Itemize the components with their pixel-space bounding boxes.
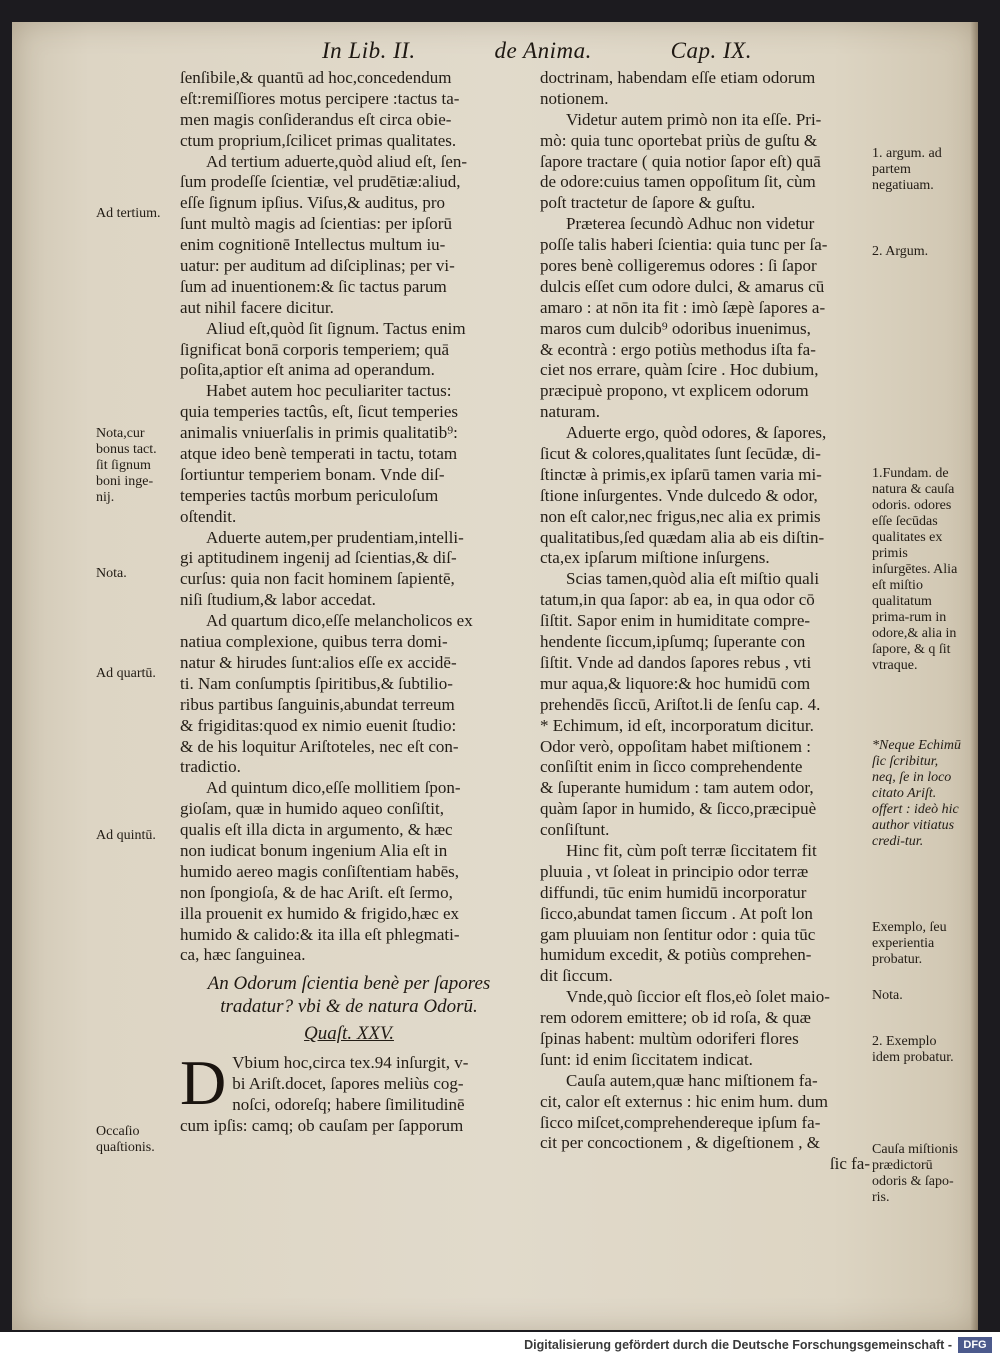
text-line: ſtione inſurgentes. Vnde dulcedo & odor, (540, 485, 818, 505)
text-line: mò: quia tunc oportebat priùs de guſtu & (540, 130, 818, 150)
right-para-2 (540, 110, 870, 214)
text-line: ſignificat bonā corporis temperiem; quā (180, 339, 450, 359)
margin-note-occasio (96, 1124, 155, 1156)
text-line: conſiſtunt. (540, 820, 610, 840)
left-para-3 (180, 319, 518, 382)
left-para-7 (180, 778, 518, 966)
text-line: & ſuperante humidum : tam autem odor, (540, 778, 814, 798)
text-line: gam pluuiam non ſentitur odor : quia tūc (540, 924, 816, 944)
text-line: Aliud eſt,quòd ſit ſignum. Tactus enim (206, 318, 466, 338)
right-para-7 (540, 987, 870, 1071)
header-book: In Lib. II. (322, 38, 416, 63)
text-line: Præterea ſecundò Adhuc non videtur (566, 214, 815, 234)
left-para-8 (180, 1047, 518, 1137)
text-line: gi aptitudinem ingenij ad ſcientias,& diſ- (180, 548, 457, 568)
text-line: & frigiditas:quod ex nimio euenit ſtudio: (180, 715, 457, 735)
margin-line: boni inge- (96, 474, 154, 489)
margin-note-echimum: *Neque Echimū ſic ſcribitur, neq, ſe in loco citato Ariſt. offert : ideò hic author vitiatus credi-tur. (872, 738, 962, 849)
text-line: tradictio. (180, 757, 241, 777)
right-para-4 (540, 423, 870, 569)
question-title-line-2: tradatur? vbi & de natura Odorū. (220, 996, 478, 1018)
left-para-6 (180, 611, 518, 778)
question-title (180, 972, 518, 1018)
text-line: Habet autem hoc peculiariter tactus: (206, 381, 452, 401)
text-line: ti. Nam conſumptis ſpiritibus,& ſubtilio- (180, 673, 453, 693)
text-line: doctrinam, habendam eſſe etiam odorum (540, 68, 816, 87)
text-line: * Echimum, id eſt, incorporatum dicitur. (540, 715, 814, 735)
text-line: atque ideo benè temperati in tactu, totam (180, 444, 458, 464)
text-line: Vnde,quò ſiccior eſt flos,eò ſolet maio- (566, 987, 830, 1007)
text-line: pores benè colligeremus odores : ſi ſapor (540, 256, 817, 276)
text-line: poſſe talis haberi ſcientia: quia tunc per ſa- (540, 235, 828, 255)
text-line: mur aqua,& liquore:& hoc humidū com (540, 673, 811, 693)
left-column (180, 68, 518, 1137)
text-line: niſi ſtudium,& labor accedat. (180, 590, 376, 610)
margin-line: Nota,cur (96, 426, 145, 441)
text-line: ſiſtit. Vnde ad dandos ſapores rebus , vti (540, 652, 812, 672)
text-line: ſunt multò magis ad ſcientias: per ipſorū (180, 214, 452, 234)
text-line: conſiſtit enim in ſicco comprehendente (540, 757, 803, 777)
left-para-5 (180, 528, 518, 612)
text-line: maros cum dulcib⁹ odoribus inuenimus, (540, 318, 811, 338)
dfg-logo: DFG (958, 1337, 992, 1353)
text-line: men magis conſiderandus eſt circa obie- (180, 109, 452, 129)
question-number (180, 1024, 518, 1045)
text-line: & econtrà : ergo potiùs methodus iſta fa- (540, 339, 816, 359)
text-line: bi Ariſt.docet, ſapores meliùs cog- (232, 1074, 464, 1094)
right-para-1 (540, 68, 870, 110)
margin-note-exemplo: Exemplo, ſeu experientia probatur. (872, 920, 947, 967)
text-line: qualitatibus,ſed quædam alia ab eis diſtin- (540, 527, 825, 547)
margin-note-exemplo-2: 2. Exemplo idem probatur. (872, 1034, 954, 1065)
text-line: Scias tamen,quòd alia eſt miſtio quali (566, 569, 820, 589)
text-line: curſus: quia non facit hominem ſapientē, (180, 569, 455, 589)
margin-line: nij. (96, 490, 115, 505)
text-line: dulcis eſſet cum odore dulci, & amarus cū (540, 276, 825, 296)
margin-line: Occaſio (96, 1124, 140, 1139)
right-column (540, 68, 870, 1175)
margin-note-arg-2: 2. Argum. (872, 244, 929, 259)
left-para-4 (180, 381, 518, 527)
text-line: noſci, odoreſq; habere ſimilitudinē (232, 1094, 465, 1114)
text-line: ſenſibile,& quantū ad hoc,concedendum (180, 68, 452, 87)
right-para-5 (540, 569, 870, 841)
text-line: cta,ex ipſarum miſtione inſurgens. (540, 548, 770, 568)
text-line: Ad quartum dico,eſſe melancholicos ex (206, 611, 473, 631)
text-line: humidum excedit, & potiùs comprehen- (540, 945, 812, 965)
text-line: oſtendit. (180, 506, 237, 526)
drop-cap: D (180, 1047, 227, 1119)
text-line: Aduerte autem,per prudentiam,intelli- (206, 527, 464, 547)
text-line: & de his loquitur Ariſtoteles, nec eſt con- (180, 736, 459, 756)
text-line: ſum prodeſſe ſcientiæ, vel prudētiæ:aliud, (180, 172, 461, 192)
text-line: de odore:cuius tamen oppoſitum ſit, cùm (540, 172, 816, 192)
text-line: prehendēs ſiccū, Ariſtot.li de ſenſu cap. 4. (540, 694, 821, 714)
text-line: cit per concoctionem , & digeſtionem , & (540, 1133, 820, 1153)
text-line: eſt:remiſſiores motus percipere :tactus ta- (180, 88, 460, 108)
text-line: non eſt calor,nec frigus,nec alia ex primis (540, 506, 821, 526)
text-line: Ad tertium aduerte,quòd aliud eſt, ſen- (206, 151, 468, 171)
margin-note-fundamentum: 1.Fundam. de natura & cauſa odoris. odores eſſe ſecūdas qualitates ex primis inſurgētes. Alia eſt miſtio qualitatum prima-rum in odore,& alia in ſapore, & q ſit vtraque. (872, 466, 958, 673)
text-line: cit, calor eſt externus : hic enim hum. dum (540, 1091, 828, 1111)
text-line: ctum proprium,ſcilicet primas qualitates. (180, 130, 457, 150)
text-line: animalis vniuerſalis in primis qualitatib⁹: (180, 423, 458, 443)
header-chapter: Cap. IX. (670, 38, 752, 63)
margin-line: ſit ſignum (96, 458, 151, 473)
right-para-3 (540, 214, 870, 423)
left-para-1 (180, 68, 518, 152)
text-line: diffundi, tūc enim humidū incorporatur (540, 882, 807, 902)
margin-note-ad-tertium: Ad tertium. (96, 206, 161, 221)
text-line: ſpinas habent: multùm odoriferi flores (540, 1028, 799, 1048)
text-line: gioſam, quæ in humido aqueo conſiſtit, (180, 799, 444, 819)
text-line: aut nihil facere dicitur. (180, 297, 334, 317)
margin-line: quaſtionis. (96, 1140, 155, 1155)
text-line: ſapore tractare ( quia notior ſapor eſt) quā (540, 151, 821, 171)
text-line: uatur: per auditum ad diſciplinas; per vi- (180, 256, 455, 276)
text-line: amaro : at nōn ita fit : imò ſæpè ſapores a- (540, 297, 826, 317)
text-line: ſunt: id enim ſiccitatem indicat. (540, 1049, 753, 1069)
text-line: rem odorem emittere; ob id roſa, & quæ (540, 1008, 811, 1028)
text-line: Odor verò, oppoſitam habet miſtionem : (540, 736, 812, 756)
text-line: notionem. (540, 88, 609, 108)
text-line: non iudicat bonum ingenium Alia eſt in (180, 840, 448, 860)
text-line: Aduerte ergo, quòd odores, & ſapores, (566, 423, 827, 443)
margin-note-causa: Cauſa miſtionis prædictorū odoris & ſapo-ris. (872, 1142, 958, 1205)
text-line: naturam. (540, 402, 600, 422)
text-line: non ſpongioſa, & de hac Ariſt. eſt ſermo, (180, 882, 453, 902)
left-para-2 (180, 152, 518, 319)
text-line: Ad quintum dico,eſſe mollitiem ſpon- (206, 778, 461, 798)
text-line: ciet nos errare, quàm ſcire . Hoc dubium, (540, 360, 819, 380)
text-line: ſic fa- (829, 1154, 870, 1174)
text-line: Videtur autem primò non ita eſſe. Pri- (566, 109, 822, 129)
text-line: pluuia , vt ſoleat in principio odor terræ (540, 861, 809, 881)
margin-note-ad-quintum: Ad quintū. (96, 828, 156, 843)
text-line: tatum,in qua ſapor: ab ea, in qua odor cō (540, 590, 815, 610)
margin-note-ad-quartum: Ad quartū. (96, 666, 156, 681)
text-line: ſicco,abundat tamen ſiccum . At poſt lon (540, 903, 813, 923)
text-line: natiua complexione, quibus terra domi- (180, 632, 448, 652)
text-line: quàm ſapor in humido, & ſicco,præcipuè (540, 799, 817, 819)
text-line: dit ſiccum. (540, 966, 613, 986)
margin-note-arg-1: 1. argum. ad partem negatiuam. (872, 146, 942, 193)
text-line: quia temperies tactûs, eſt, ſicut temperies (180, 402, 459, 422)
text-line: ſicco miſcet,comprehendereque ipſum fa- (540, 1112, 821, 1132)
text-line: Hinc fit, cùm poſt terræ ſiccitatem fit (566, 840, 817, 860)
text-line: illa prouenit ex humido & frigido,hæc ex (180, 903, 460, 923)
header-title: de Anima. (494, 38, 592, 63)
margin-line: bonus tact. (96, 442, 157, 457)
right-para-8 (540, 1071, 870, 1175)
text-line: ſum ad inuentionem:& ſic tactus parum (180, 276, 447, 296)
text-line: poſita,aptior eſt anima ad operandum. (180, 360, 435, 380)
text-line: ſtinctæ à primis,ex ipſarū tamen varia mi- (540, 464, 822, 484)
text-line: eſſe ſignum ipſius. Viſus,& auditus, pro (180, 193, 445, 213)
running-header (322, 38, 752, 70)
footer-credit: Digitalisierung gefördert durch die Deutsche Forschungsgemeinschaft - (524, 1338, 952, 1352)
text-line: Vbium hoc,circa tex.94 inſurgit, v- (232, 1053, 469, 1073)
margin-note-nota-cur (96, 426, 157, 506)
text-line: humido aereo magis conſiſtentiam habēs, (180, 861, 460, 881)
text-line: Cauſa autem,quæ hanc miſtionem fa- (566, 1070, 818, 1090)
text-line: cum ipſis: camq; ob cauſam per ſapporum (180, 1115, 464, 1135)
text-line: ſicut & colores,qualitates ſunt ſecūdæ, di- (540, 444, 821, 464)
text-line: qualis eſt illa dicta in argumento, & hæc (180, 820, 453, 840)
text-line: ribus partibus ſanguinis,abundat terreum (180, 694, 455, 714)
text-line: ſiſtit. Sapor enim in humiditate compre- (540, 611, 811, 631)
text-line: ca, hæc ſanguinea. (180, 945, 306, 965)
text-line: poſt tractetur de ſapore & guſtu. (540, 193, 756, 213)
right-para-6 (540, 841, 870, 987)
text-line: natur & hirudes ſunt:alios eſſe ex accidē- (180, 652, 457, 672)
text-line: enim cognitionē Intellectus multum iu- (180, 235, 446, 255)
text-line: hendente ſiccum,ipſumq; ſuperante con (540, 632, 806, 652)
text-line: ſortiuntur temperiem bonam. Vnde diſ- (180, 464, 445, 484)
margin-note-nota: Nota. (96, 566, 127, 581)
question-number-text: Quaſt. XXV. (304, 1023, 394, 1045)
text-line: humido & calido:& ita illa eſt phlegmati- (180, 924, 460, 944)
margin-note-nota-right: Nota. (872, 988, 903, 1003)
question-title-line-1: An Odorum ſcientia benè per ſapores (207, 973, 491, 995)
text-line: præcipuè propono, vt explicem odorum (540, 381, 809, 401)
text-line: temperies tactûs morbum periculoſum (180, 485, 439, 505)
